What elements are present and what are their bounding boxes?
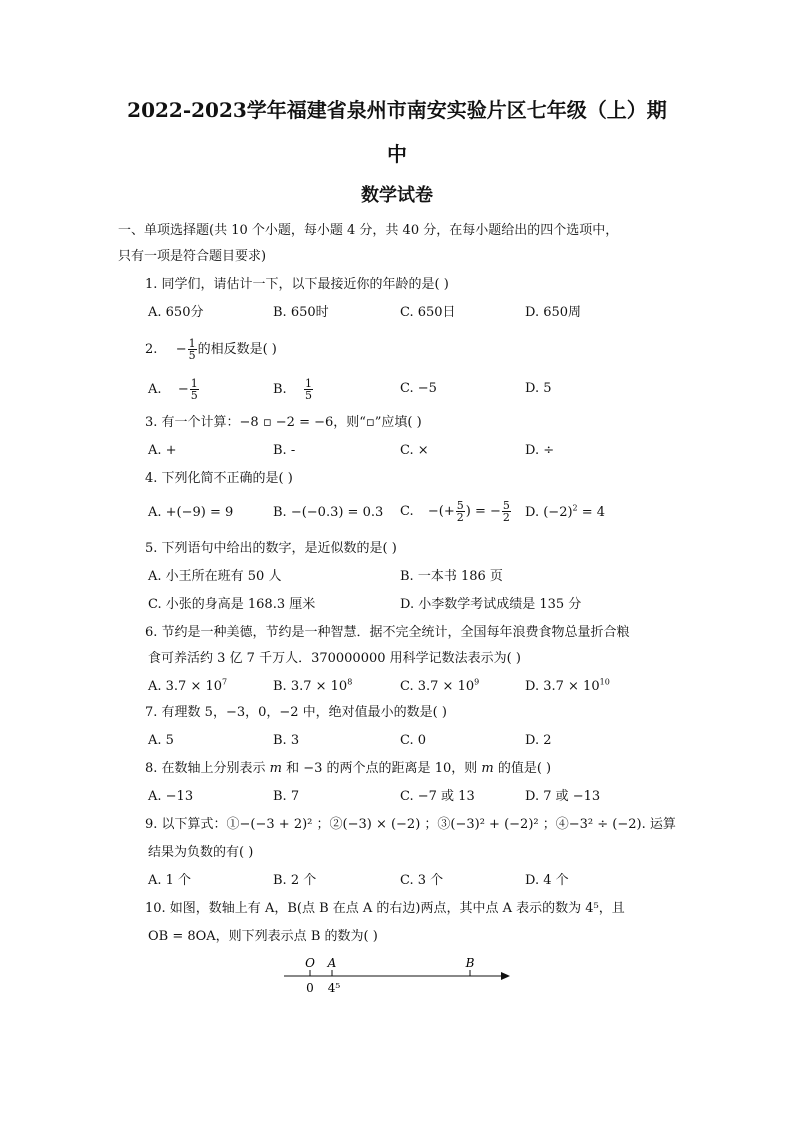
q9-option-d: D. 4 个 (525, 873, 569, 888)
q1-option-c: C. 650日 (400, 305, 456, 320)
q6-option-a (148, 678, 227, 696)
q4-option-a: A. +(−9) = 9 (148, 505, 234, 520)
q3-option-c: C. × (400, 443, 429, 458)
q9-option-b: B. 2 个 (273, 873, 317, 888)
q2-stem (145, 338, 277, 361)
q6-option-a-base: A. 3.7 × 10 (148, 679, 223, 694)
q7-option-a: A. 5 (148, 733, 174, 748)
q4-option-c-num2: 5 (502, 499, 510, 512)
tick-label-a-value: 4⁵ (327, 981, 341, 995)
q2-stem-tail: 的相反数是( ) (197, 342, 277, 357)
label-o: O (305, 956, 315, 970)
q2-option-d: D. 5 (525, 381, 552, 396)
q6-stem-line1: 6. 节约是一种美德，节约是一种智慧．据不完全统计，全国每年浪费食物总量折合粮 (145, 625, 630, 640)
tick-label-0: 0 (306, 981, 314, 995)
q2-fraction-denominator: 5 (188, 349, 196, 362)
q9-stem-line2: 结果为负数的有( ) (148, 845, 254, 860)
q2-option-a-minus: − (177, 382, 189, 397)
q3-stem: 3. 有一个计算：−8 ▫ −2 = −6，则“▫”应填( ) (145, 415, 422, 430)
q8-stem-middle: 和 −3 的两个点的距离是 10，则 (282, 761, 482, 776)
q4-option-d-prefix: D. (−2) (525, 505, 573, 520)
q2-option-c: C. −5 (400, 381, 437, 396)
q6-option-d-exponent: 10 (599, 677, 610, 687)
q9-option-a: A. 1 个 (148, 873, 192, 888)
q8-option-a: A. −13 (148, 789, 194, 804)
q6-option-b-base: B. 3.7 × 10 (273, 679, 348, 694)
section-instructions-line1: 一、单项选择题(共 10 个小题，每小题 4 分，共 40 分，在每小题给出的四个选项中， (118, 223, 619, 238)
q2-option-a-denominator: 5 (190, 389, 198, 402)
q6-option-b-exponent: 8 (347, 677, 353, 687)
q4-option-c-label: C. (400, 504, 414, 519)
q8-variable-m: m (269, 761, 282, 776)
q2-option-b-label: B. (273, 382, 287, 397)
q8-option-c: C. −7 或 13 (400, 789, 475, 804)
q1-option-b: B. 650时 (273, 305, 329, 320)
q6-option-c (400, 678, 479, 696)
exam-title-line2: 中 (387, 142, 407, 166)
section-instructions-line2: 只有一项是符合题目要求) (118, 249, 267, 264)
q9-option-c: C. 3 个 (400, 873, 444, 888)
exam-title-line1: 2022-2023学年福建省泉州市南安实验片区七年级（上）期 (127, 98, 667, 122)
q2-option-b-fraction (304, 378, 313, 401)
q4-option-c (400, 500, 512, 523)
q9-stem-line1: 9. 以下算式：①−(−3 + 2)² ；②(−3) × (−2) ；③(−3)² + (−2)² ；④−3² ÷ (−2). 运算 (145, 817, 676, 832)
q7-stem: 7. 有理数 5，−3，0，−2 中，绝对值最小的数是( ) (145, 705, 447, 720)
q10-stem-line2: OB = 8OA，则下列表示点 B 的数为( ) (148, 929, 378, 944)
q8-variable-m2: m (481, 761, 494, 776)
q7-option-c: C. 0 (400, 733, 427, 748)
label-b: B (465, 956, 475, 970)
q4-option-c-middle: ) = − (465, 504, 501, 519)
q6-option-c-exponent: 9 (474, 677, 480, 687)
exam-subtitle: 数学试卷 (361, 185, 433, 206)
number-line-figure (280, 950, 520, 1000)
label-a: A (327, 956, 337, 970)
q2-option-a-numerator: 1 (190, 377, 198, 390)
q6-option-c-base: C. 3.7 × 10 (400, 679, 475, 694)
q8-option-b: B. 7 (273, 789, 300, 804)
q4-option-b: B. −(−0.3) = 0.3 (273, 505, 384, 520)
q2-option-b-denominator: 5 (304, 389, 312, 402)
number-line-arrow (501, 972, 510, 980)
q10-stem-line1: 10. 如图，数轴上有 A，B(点 B 在点 A 的右边)两点，其中点 A 表示的数为 4⁵，且 (145, 901, 625, 916)
q4-option-d-exponent: 2 (572, 503, 578, 513)
q4-option-c-num1: 5 (456, 499, 464, 512)
q2-option-a-fraction (190, 378, 199, 401)
q5-option-b: B. 一本书 186 页 (400, 569, 503, 584)
q1-stem: 1. 同学们，请估计一下，以下最接近你的年龄的是( ) (145, 277, 449, 292)
q3-option-b: B. - (273, 443, 296, 458)
q6-option-b (273, 678, 352, 696)
q2-fraction-numerator: 1 (188, 337, 196, 350)
q4-option-c-den1: 2 (456, 511, 464, 524)
q3-option-d: D. ÷ (525, 443, 555, 458)
q8-stem (145, 760, 551, 778)
q2-number: 2. (145, 342, 158, 357)
q8-stem-end: 的值是( ) (493, 761, 552, 776)
q4-stem: 4. 下列化简不正确的是( ) (145, 471, 293, 486)
q2-option-a (148, 378, 200, 401)
q2-option-b (273, 378, 314, 401)
q7-option-d: D. 2 (525, 733, 552, 748)
q7-option-b: B. 3 (273, 733, 300, 748)
q5-stem: 5. 下列语句中给出的数字，是近似数的是( ) (145, 541, 397, 556)
q5-option-a: A. 小王所在班有 50 人 (148, 569, 282, 584)
q2-minus: − (175, 342, 187, 357)
q2-option-b-numerator: 1 (304, 377, 312, 390)
q3-option-a: A. + (148, 443, 177, 458)
q6-option-d (525, 678, 610, 696)
q2-fraction (188, 338, 197, 361)
q4-option-d-suffix: = 4 (577, 505, 606, 520)
q4-option-c-fraction2 (502, 500, 511, 523)
q4-option-c-fraction1 (456, 500, 465, 523)
q6-stem-line2: 食可养活约 3 亿 7 千万人．370000000 用科学记数法表示为( ) (148, 651, 521, 666)
q1-option-a: A. 650分 (148, 305, 204, 320)
q8-stem-start: 8. 在数轴上分别表示 (145, 761, 270, 776)
q8-option-d: D. 7 或 −13 (525, 789, 601, 804)
q1-option-d: D. 650周 (525, 305, 582, 320)
q6-option-d-base: D. 3.7 × 10 (525, 679, 600, 694)
q2-option-a-label: A. (148, 382, 162, 397)
q4-option-c-den2: 2 (502, 511, 510, 524)
q5-option-c: C. 小张的身高是 168.3 厘米 (148, 597, 316, 612)
q4-option-c-prefix: −(+ (427, 504, 455, 519)
q5-option-d: D. 小李数学考试成绩是 135 分 (400, 597, 582, 612)
q6-option-a-exponent: 7 (222, 677, 228, 687)
q4-option-d (525, 504, 605, 522)
